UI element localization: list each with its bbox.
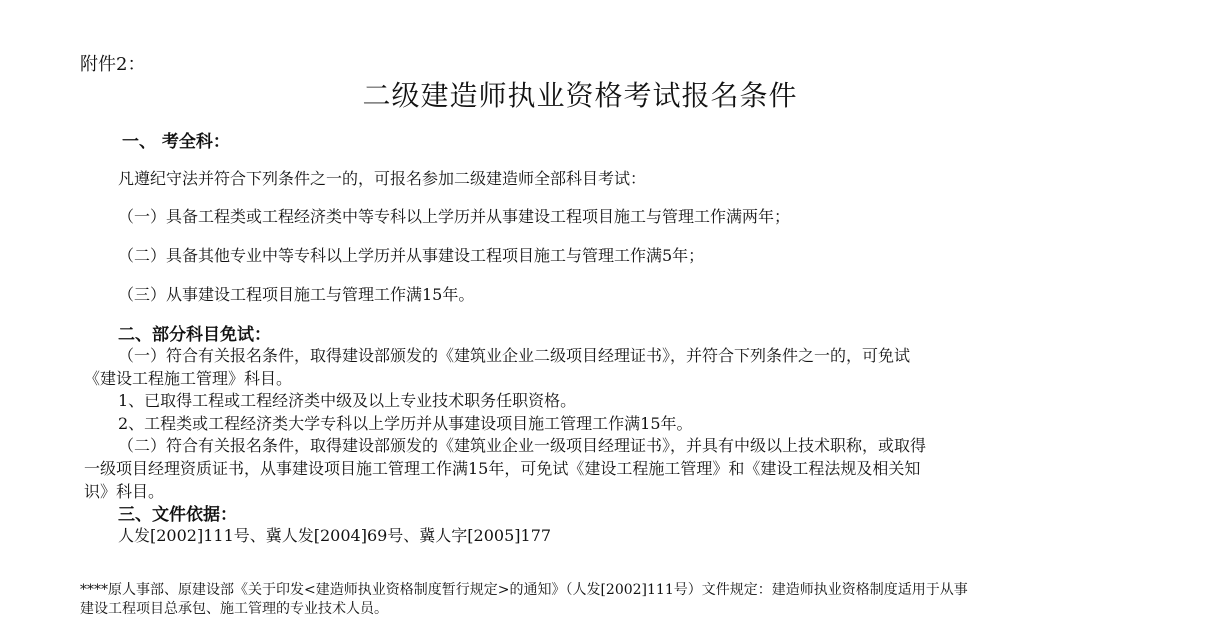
footnote-line: ****原人事部、原建设部《关于印发<建造师执业资格制度暂行规定>的通知》（人发[2002]111号）文件规定：建造师执业资格制度适用于从事: [80, 582, 968, 598]
footnote-line: 建设工程项目总承包、施工管理的专业技术人员。: [80, 601, 388, 617]
section2-line: （一）符合有关报名条件，取得建设部颁发的《建筑业企业二级项目经理证书》，并符合下列条件之一的，可免试: [118, 346, 911, 365]
section3-text: 人发[2002]111号、冀人发[2004]69号、冀人字[2005]177: [118, 526, 552, 545]
section2-line: 一级项目经理资质证书，从事建设项目施工管理工作满15年，可免试《建设工程施工管理》和《建设工程法规及相关知: [84, 459, 921, 478]
section1-item: （三）从事建设工程项目施工与管理工作满15年。: [118, 285, 475, 304]
section1-item: （一）具备工程类或工程经济类中等专科以上学历并从事建设工程项目施工与管理工作满两年；: [118, 207, 791, 226]
section3-heading: 三、文件依据：: [118, 505, 237, 525]
section1-intro: 凡遵纪守法并符合下列条件之一的，可报名参加二级建造师全部科目考试：: [118, 169, 647, 188]
section2-line: 识》科目。: [84, 482, 165, 501]
section2-line: 2、工程类或工程经济类大学专科以上学历并从事建设项目施工管理工作满15年。: [118, 414, 693, 433]
section1-item: （二）具备其他专业中等专科以上学历并从事建设工程项目施工与管理工作满5年；: [118, 246, 705, 265]
section2-line: 1、已取得工程或工程经济类中级及以上专业技术职务任职资格。: [118, 391, 577, 410]
section1-heading: 一、 考全科：: [122, 132, 230, 152]
section2-line: （二）符合有关报名条件，取得建设部颁发的《建筑业企业一级项目经理证书》，并具有中级以上技术职称，或取得: [118, 436, 927, 455]
section2-line: 《建设工程施工管理》科目。: [84, 369, 293, 388]
page-title: 二级建造师执业资格考试报名条件: [362, 79, 798, 112]
section2-heading: 二、部分科目免试：: [118, 325, 271, 345]
attachment-label: 附件2：: [80, 54, 146, 75]
